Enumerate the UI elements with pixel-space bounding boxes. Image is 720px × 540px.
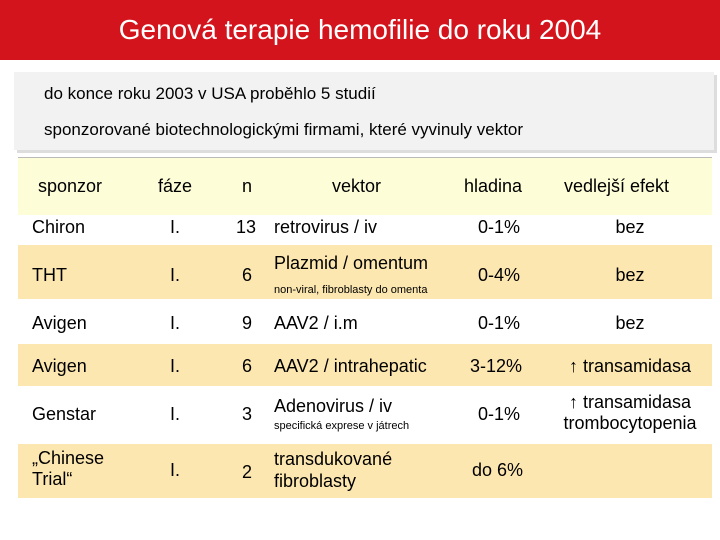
cell-n: 6 [242, 265, 253, 285]
cell-sponzor: Genstar [32, 404, 97, 424]
cell-hladina: 0-1% [478, 217, 521, 237]
cell-n: 2 [242, 462, 253, 482]
cell-n: 13 [236, 217, 257, 237]
cell-sponzor: Avigen [32, 313, 87, 333]
cell-faze: I. [170, 404, 181, 424]
cell-sponzor: Avigen [32, 356, 87, 376]
table-row [18, 299, 712, 344]
table-row [18, 245, 712, 299]
cell-vektor-note: specifická exprese v játrech [274, 420, 410, 432]
cell-faze: I. [170, 313, 181, 333]
cell-hladina: 0-1% [478, 313, 521, 333]
header-n: n [242, 176, 253, 196]
cell-hladina: 0-4% [478, 265, 521, 285]
intro-line-1: do konce roku 2003 v USA proběhlo 5 studií [44, 84, 376, 103]
header-sponzor: sponzor [38, 176, 103, 196]
cell-efekt [550, 392, 710, 434]
cell-n: 9 [242, 313, 253, 333]
cell-vektor-note: non-viral, fibroblasty do omenta [274, 284, 428, 296]
cell-vektor: Adenovirus / iv [274, 396, 393, 416]
cell-hladina: 3-12% [470, 356, 523, 376]
cell-vektor: AAV2 / i.m [274, 313, 358, 333]
intro-line-2: sponzorované biotechnologickými firmami, které vyvinuly vektor [44, 120, 524, 139]
cell-vektor: AAV2 / intrahepatic [274, 356, 427, 376]
cell-efekt: bez [615, 265, 645, 285]
cell-efekt: bez [615, 217, 645, 237]
header-hladina: hladina [464, 176, 523, 196]
cell-faze: I. [170, 356, 181, 376]
cell-faze: I. [170, 460, 181, 480]
cell-vektor: transdukované fibroblasty [274, 449, 393, 491]
cell-faze: I. [170, 217, 181, 237]
table-header [18, 157, 712, 215]
arrow-up-icon: ↑ [568, 392, 578, 412]
intro-box [14, 72, 714, 150]
table-row [18, 444, 712, 498]
cell-efekt-2: trombocytopenia [563, 413, 697, 433]
header-faze: fáze [158, 176, 193, 196]
cell-efekt [550, 356, 710, 377]
cell-hladina: 0-1% [478, 404, 521, 424]
cell-sponzor: „Chinese Trial“ [32, 448, 105, 489]
cell-vektor: Plazmid / omentum [274, 253, 429, 273]
cell-sponzor: THT [32, 265, 67, 285]
cell-vektor: retrovirus / iv [274, 217, 378, 237]
cell-efekt-text: transamidasa [582, 392, 692, 412]
arrow-up-icon: ↑ [568, 356, 578, 376]
cell-n: 6 [242, 356, 253, 376]
table-row [18, 386, 712, 444]
cell-efekt: bez [615, 313, 645, 333]
cell-n: 3 [242, 404, 253, 424]
cell-faze: I. [170, 265, 181, 285]
cell-sponzor: Chiron [32, 217, 86, 237]
header-vektor: vektor [332, 176, 382, 196]
header-efekt: vedlejší efekt [564, 176, 670, 196]
cell-hladina: do 6% [472, 460, 524, 480]
slide-title: Genová terapie hemofilie do roku 2004 [0, 0, 720, 60]
table-row [18, 344, 712, 386]
cell-efekt-text: transamidasa [582, 356, 692, 376]
